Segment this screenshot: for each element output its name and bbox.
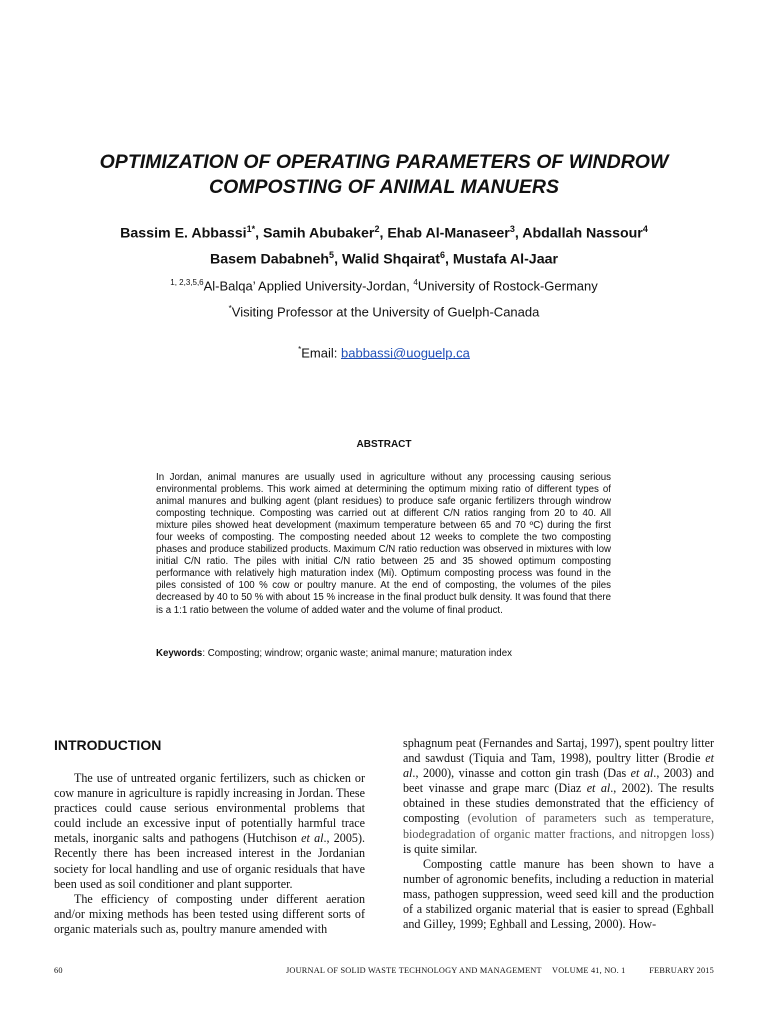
paragraph: The use of untreated organic fertilizers, such as chicken or cow manure in agriculture is rapidly increasing in Jordan. These practices could cause serious environmental problems that could include an excessive input of potentially harmful trace metals, inorganic salts and pathogens (Hutchison et al., 2005). Recently there has been increased interest in the Jordanian society for local handling and use of organic residuals that have been used as soil conditioner and plant supporter. bbox=[54, 771, 365, 891]
affiliation-superscript: 4 bbox=[413, 278, 418, 287]
email-line bbox=[40, 341, 728, 362]
journal-name: JOURNAL OF SOLID WASTE TECHNOLOGY AND MANAGEMENT bbox=[286, 966, 542, 975]
page-number: 60 bbox=[54, 966, 63, 975]
author-line-1 bbox=[40, 219, 728, 245]
author-name: Samih Abubaker bbox=[263, 225, 375, 242]
keywords-label: Keywords bbox=[156, 648, 203, 659]
author-name: Walid Shqairat bbox=[341, 251, 440, 268]
author-superscript: 4 bbox=[642, 224, 648, 234]
affiliation-superscript: 1, 2,3,5,6 bbox=[170, 278, 204, 287]
keywords-text: : Composting; windrow; organic waste; animal manure; maturation index bbox=[202, 648, 512, 659]
author-separator: , bbox=[334, 251, 342, 268]
title-line-2: COMPOSTING OF ANIMAL MANUERS bbox=[209, 176, 559, 198]
author-name: Abdallah Nassour bbox=[522, 225, 643, 242]
author-superscript: 3 bbox=[509, 224, 515, 234]
keywords-line bbox=[156, 648, 611, 660]
paper-title bbox=[60, 150, 708, 200]
title-line-1: OPTIMIZATION OF OPERATING PARAMETERS OF WINDROW bbox=[99, 151, 669, 173]
author-superscript: 5 bbox=[329, 249, 335, 260]
email-superscript: * bbox=[298, 345, 302, 354]
affiliation-line bbox=[40, 274, 728, 295]
author-name: Bassim E. Abbassi bbox=[120, 225, 247, 242]
author-separator: , bbox=[514, 225, 523, 242]
right-column bbox=[403, 736, 714, 932]
author-line-2 bbox=[40, 245, 728, 271]
paragraph: sphagnum peat (Fernandes and Sartaj, 1997), spent poultry litter and sawdust (Tiquia and Tam, 1998), poultry litter (Brodie et al., 2000), vinasse and cotton gin trash (Das et al., 2003) and beet vinasse and grape marc (Diaz et al., 2002). The results obtained in these studies demonstrated that the efficiency of composting (evolution of parameters such as temperature, biodegradation of organic matter fractions, and nitropgen loss) is quite similar. bbox=[403, 736, 715, 856]
email-label: Email: bbox=[301, 345, 341, 361]
affiliation-text: Al-Balqa’ Applied University-Jordan, bbox=[203, 278, 414, 294]
author-superscript: 2 bbox=[374, 224, 380, 234]
volume-info: VOLUME 41, NO. 1 bbox=[552, 966, 626, 975]
visiting-superscript: * bbox=[228, 304, 232, 313]
author-superscript: 6 bbox=[439, 249, 445, 260]
abstract-heading: ABSTRACT bbox=[356, 439, 412, 450]
email-link[interactable]: babbassi@uoguelp.ca bbox=[341, 345, 470, 361]
author-name: Mustafa Al-Jaar bbox=[452, 251, 558, 268]
issue-date: FEBRUARY 2015 bbox=[649, 966, 714, 975]
visiting-text: Visiting Professor at the University of Guelph-Canada bbox=[231, 304, 540, 320]
author-list bbox=[40, 219, 728, 270]
author-name: Basem Dababneh bbox=[209, 251, 330, 268]
abstract-text: In Jordan, animal manures are usually used in agriculture without any processing causing serious environmental problems. This work aimed at determining the optimum mixing ratio of different types of animal manures and bulking agent (plant residues) to produce safe organic fertilizers through windrow composting technique. Composting was carried out at different C/N ratios ranging from 20 to 40. All mixture piles showed heat development (maximum temperature between 65 and 70 ºC) during the first four weeks of composting. The composting needed about 12 weeks to complete the two composting phases and produce stabilized products. Maximum C/N ratio reduction was observed in mixtures with low initial C/N ratio. The piles with initial C/N ratio between 25 and 35 showed optimum composting performance with relatively high maturation index (Mi). Optimum composting process was found in the piles consisted of 100 % cow or poultry manure. At the end of composting, the volumes of the piles decreased by 40 to 50 % with about 15 % increase in the final product bulk density. It was found that there is a 1:1 ratio between the volume of added water and the volume of final product. bbox=[156, 472, 611, 616]
paragraph: Composting cattle manure has been shown to have a number of agronomic benefits, including a reduction in material mass, pathogen suppression, weed seed kill and the production of a stabilized organic material that is easier to spread (Eghball and Gilley, 1999; Eghball and Lessing, 2000). How- bbox=[403, 856, 714, 932]
author-separator: , bbox=[255, 225, 263, 242]
author-separator: , bbox=[379, 225, 388, 242]
affiliation-text: University of Rostock-Germany bbox=[417, 278, 598, 294]
author-separator: , bbox=[444, 251, 453, 268]
author-name: Ehab Al-Manaseer bbox=[387, 225, 510, 242]
paragraph: The efficiency of composting under different aeration and/or mixing methods has been tested using different sorts of organic materials such as, poultry manure amended with bbox=[54, 891, 365, 936]
visiting-professor-note bbox=[40, 300, 728, 321]
introduction-heading: INTRODUCTION bbox=[54, 737, 162, 753]
author-superscript: 1* bbox=[246, 224, 256, 234]
left-column bbox=[54, 771, 365, 937]
